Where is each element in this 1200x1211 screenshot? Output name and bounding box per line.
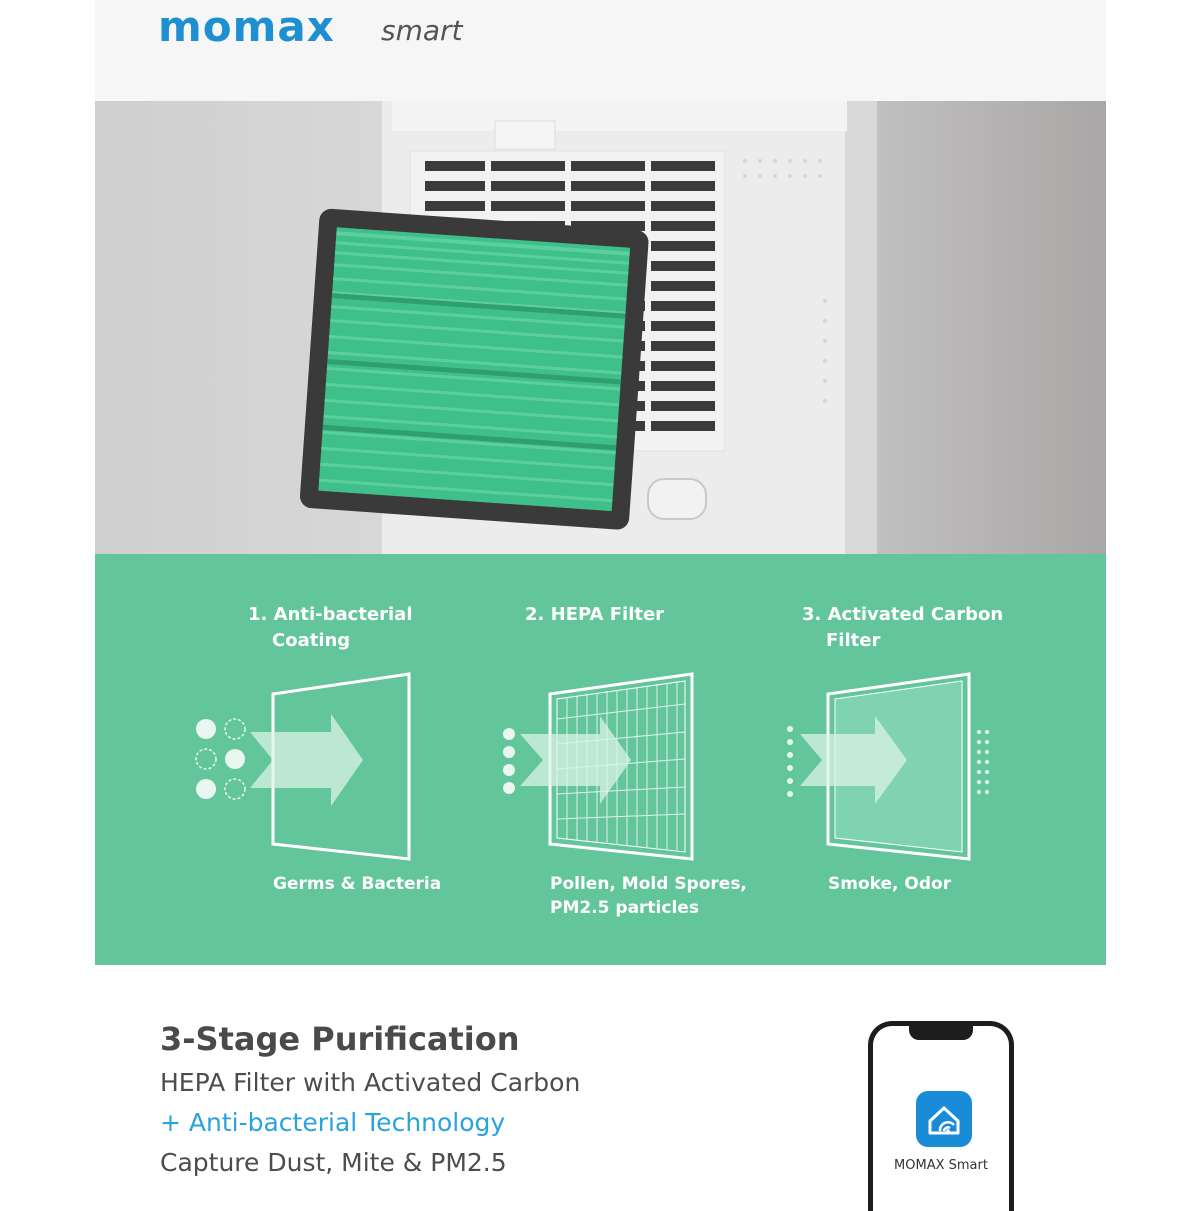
stage-2-caption-line1: Pollen, Mold Spores, xyxy=(550,874,747,894)
brand-logo: momax xyxy=(158,2,335,51)
feature-line-1: HEPA Filter with Activated Carbon xyxy=(160,1068,581,1097)
feature-line-2: + Anti-bacterial Technology xyxy=(160,1108,506,1137)
feature-line-3: Capture Dust, Mite & PM2.5 xyxy=(160,1148,507,1177)
feature-title: 3-Stage Purification xyxy=(160,1020,520,1058)
brand-suffix: smart xyxy=(381,14,463,47)
stage-3-caption-line1: Smoke, Odor xyxy=(828,874,952,894)
bottom-section xyxy=(95,965,1106,1200)
stage-3-title-line1: 3. Activated Carbon xyxy=(802,604,1004,625)
product-photo xyxy=(95,101,1106,554)
phone-mockup xyxy=(868,1021,1014,1211)
stage-2-caption xyxy=(550,872,747,920)
stage-3-filter-icon xyxy=(787,674,989,859)
stage-1-filter-icon xyxy=(196,674,409,859)
stage-3-caption xyxy=(828,872,951,896)
stage-2-filter-icon xyxy=(503,674,692,859)
product-page xyxy=(95,0,1106,1200)
stage-2-caption-line2: PM2.5 particles xyxy=(550,898,699,918)
air-purifier-illustration xyxy=(95,101,1106,554)
smart-home-wifi-icon[interactable] xyxy=(916,1091,972,1147)
stage-2-title-line1: 2. HEPA Filter xyxy=(525,604,665,625)
header xyxy=(95,0,1106,101)
phone-notch xyxy=(909,1026,973,1040)
app-label: MOMAX Smart xyxy=(894,1158,988,1173)
stage-1-title-line1: 1. Anti-bacterial xyxy=(248,604,413,625)
stage-1-caption-line1: Germs & Bacteria xyxy=(273,874,442,894)
stage-3-title-line2: Filter xyxy=(826,630,881,651)
stage-1-caption xyxy=(273,872,441,896)
stages-panel xyxy=(95,554,1106,965)
stage-1-title-line2: Coating xyxy=(272,630,351,651)
